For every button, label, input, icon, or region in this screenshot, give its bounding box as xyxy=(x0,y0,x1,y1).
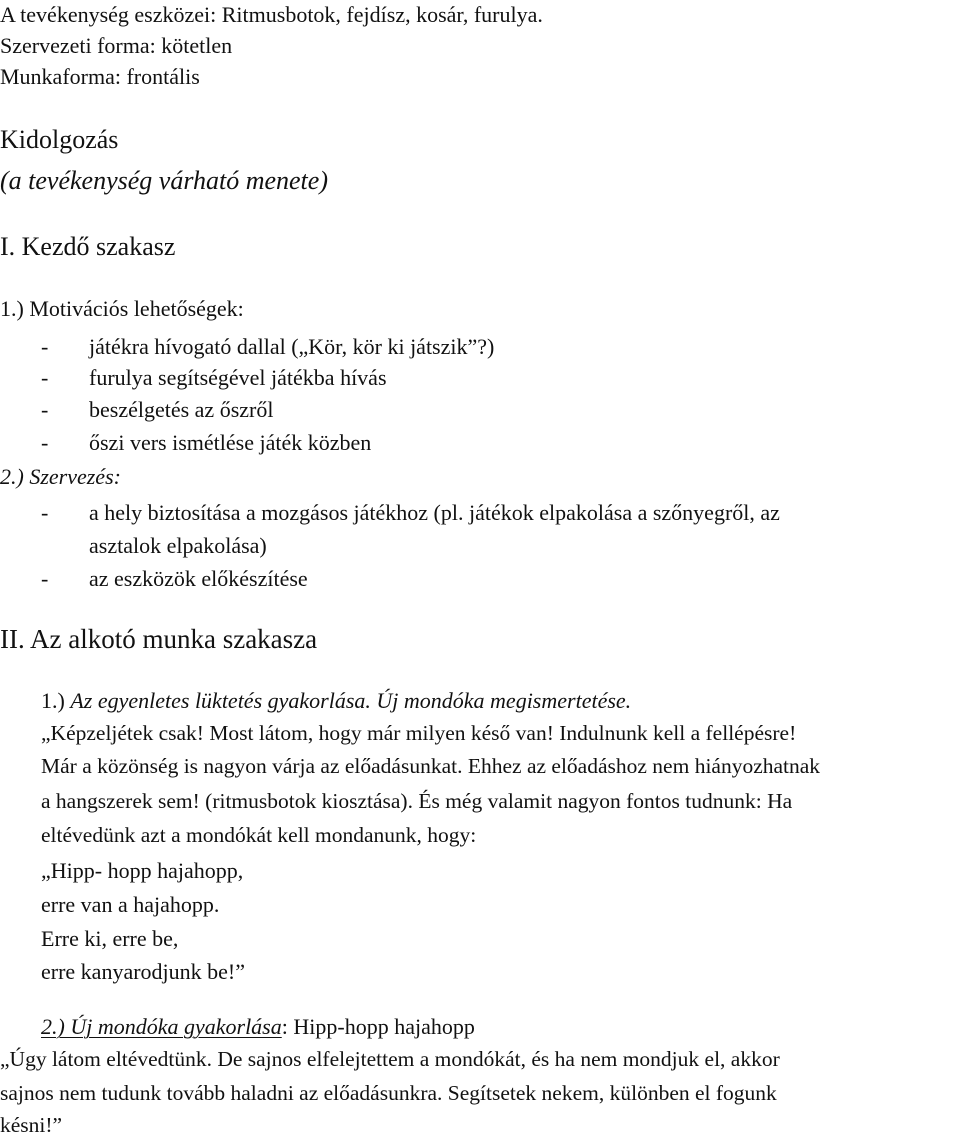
step-2-title: : Hipp-hopp hajahopp xyxy=(281,1014,475,1039)
rhyme-line: erre van a hajahopp. xyxy=(41,892,220,917)
step-1-text-line: Már a közönség is nagyon várja az előadásunkat. Ehhez az előadáshoz nem hiányozhatnak xyxy=(41,754,821,778)
work-form-line: Munkaforma: frontális xyxy=(0,64,200,89)
kidolgozas-subtitle: (a tevékenység várható menete) xyxy=(0,166,328,195)
step-1-number: 1.) xyxy=(41,688,65,713)
organization-heading: 2.) Szervezés: xyxy=(0,464,121,489)
bullet-dash: - xyxy=(41,500,49,525)
step-2-heading: 2.) Új mondóka gyakorlása xyxy=(41,1014,282,1039)
motivation-item-text: beszélgetés az őszről xyxy=(89,397,274,422)
activity-tools-line: A tevékenység eszközei: Ritmusbotok, fejdísz, kosár, furulya. xyxy=(0,2,543,27)
organization-item-text: a hely biztosítása a mozgásos játékhoz (pl. játékok elpakolása a szőnyegről, az xyxy=(89,500,780,525)
organization-form-line: Szervezeti forma: kötetlen xyxy=(0,33,233,58)
rhyme-line: „Hipp- hopp hajahopp, xyxy=(41,858,244,883)
organization-item-continuation: asztalok elpakolása) xyxy=(89,533,267,558)
bullet-dash: - xyxy=(41,365,49,390)
rhyme-line: Erre ki, erre be, xyxy=(41,926,179,951)
step-1-heading-line xyxy=(41,690,631,712)
rhyme-line: erre kanyarodjunk be!” xyxy=(41,959,246,984)
bullet-dash: - xyxy=(41,397,49,422)
motivation-item-text: furulya segítségével játékba hívás xyxy=(89,365,387,390)
step-2-text-line: sajnos nem tudunk tovább haladni az előadásunkra. Segítsetek nekem, különben el fogunk xyxy=(0,1081,777,1105)
motivation-item-text: őszi vers ismétlése játék közben xyxy=(89,430,372,455)
organization-item-text: az eszközök előkészítése xyxy=(89,566,308,591)
kidolgozas-title: Kidolgozás xyxy=(0,125,119,154)
bullet-dash: - xyxy=(41,334,49,359)
step-1-text-line: a hangszerek sem! (ritmusbotok kiosztása). És még valamit nagyon fontos tudnunk: Ha xyxy=(41,789,793,813)
step-1-text-line: „Képzeljétek csak! Most látom, hogy már milyen késő van! Indulnunk kell a fellépésre! xyxy=(41,721,797,745)
step-1-heading: Az egyenletes lüktetés gyakorlása. Új mondóka megismertetése. xyxy=(70,688,632,713)
step-2-heading-line xyxy=(41,1016,475,1038)
step-2-text-line: „Úgy látom eltévedtünk. De sajnos elfelejtettem a mondókát, és ha nem mondjuk el, akkor xyxy=(0,1047,780,1071)
motivation-item-text: játékra hívogató dallal („Kör, kör ki játszik”?) xyxy=(89,334,495,359)
bullet-dash: - xyxy=(41,430,49,455)
section-1-title: I. Kezdő szakasz xyxy=(0,232,176,261)
bullet-dash: - xyxy=(41,566,49,591)
step-1-text-line: eltévedünk azt a mondókát kell mondanunk, hogy: xyxy=(41,823,477,847)
section-2-title: II. Az alkotó munka szakasza xyxy=(0,624,318,654)
step-2-text-line: késni!” xyxy=(0,1113,63,1137)
motivation-heading: 1.) Motivációs lehetőségek: xyxy=(0,296,244,321)
